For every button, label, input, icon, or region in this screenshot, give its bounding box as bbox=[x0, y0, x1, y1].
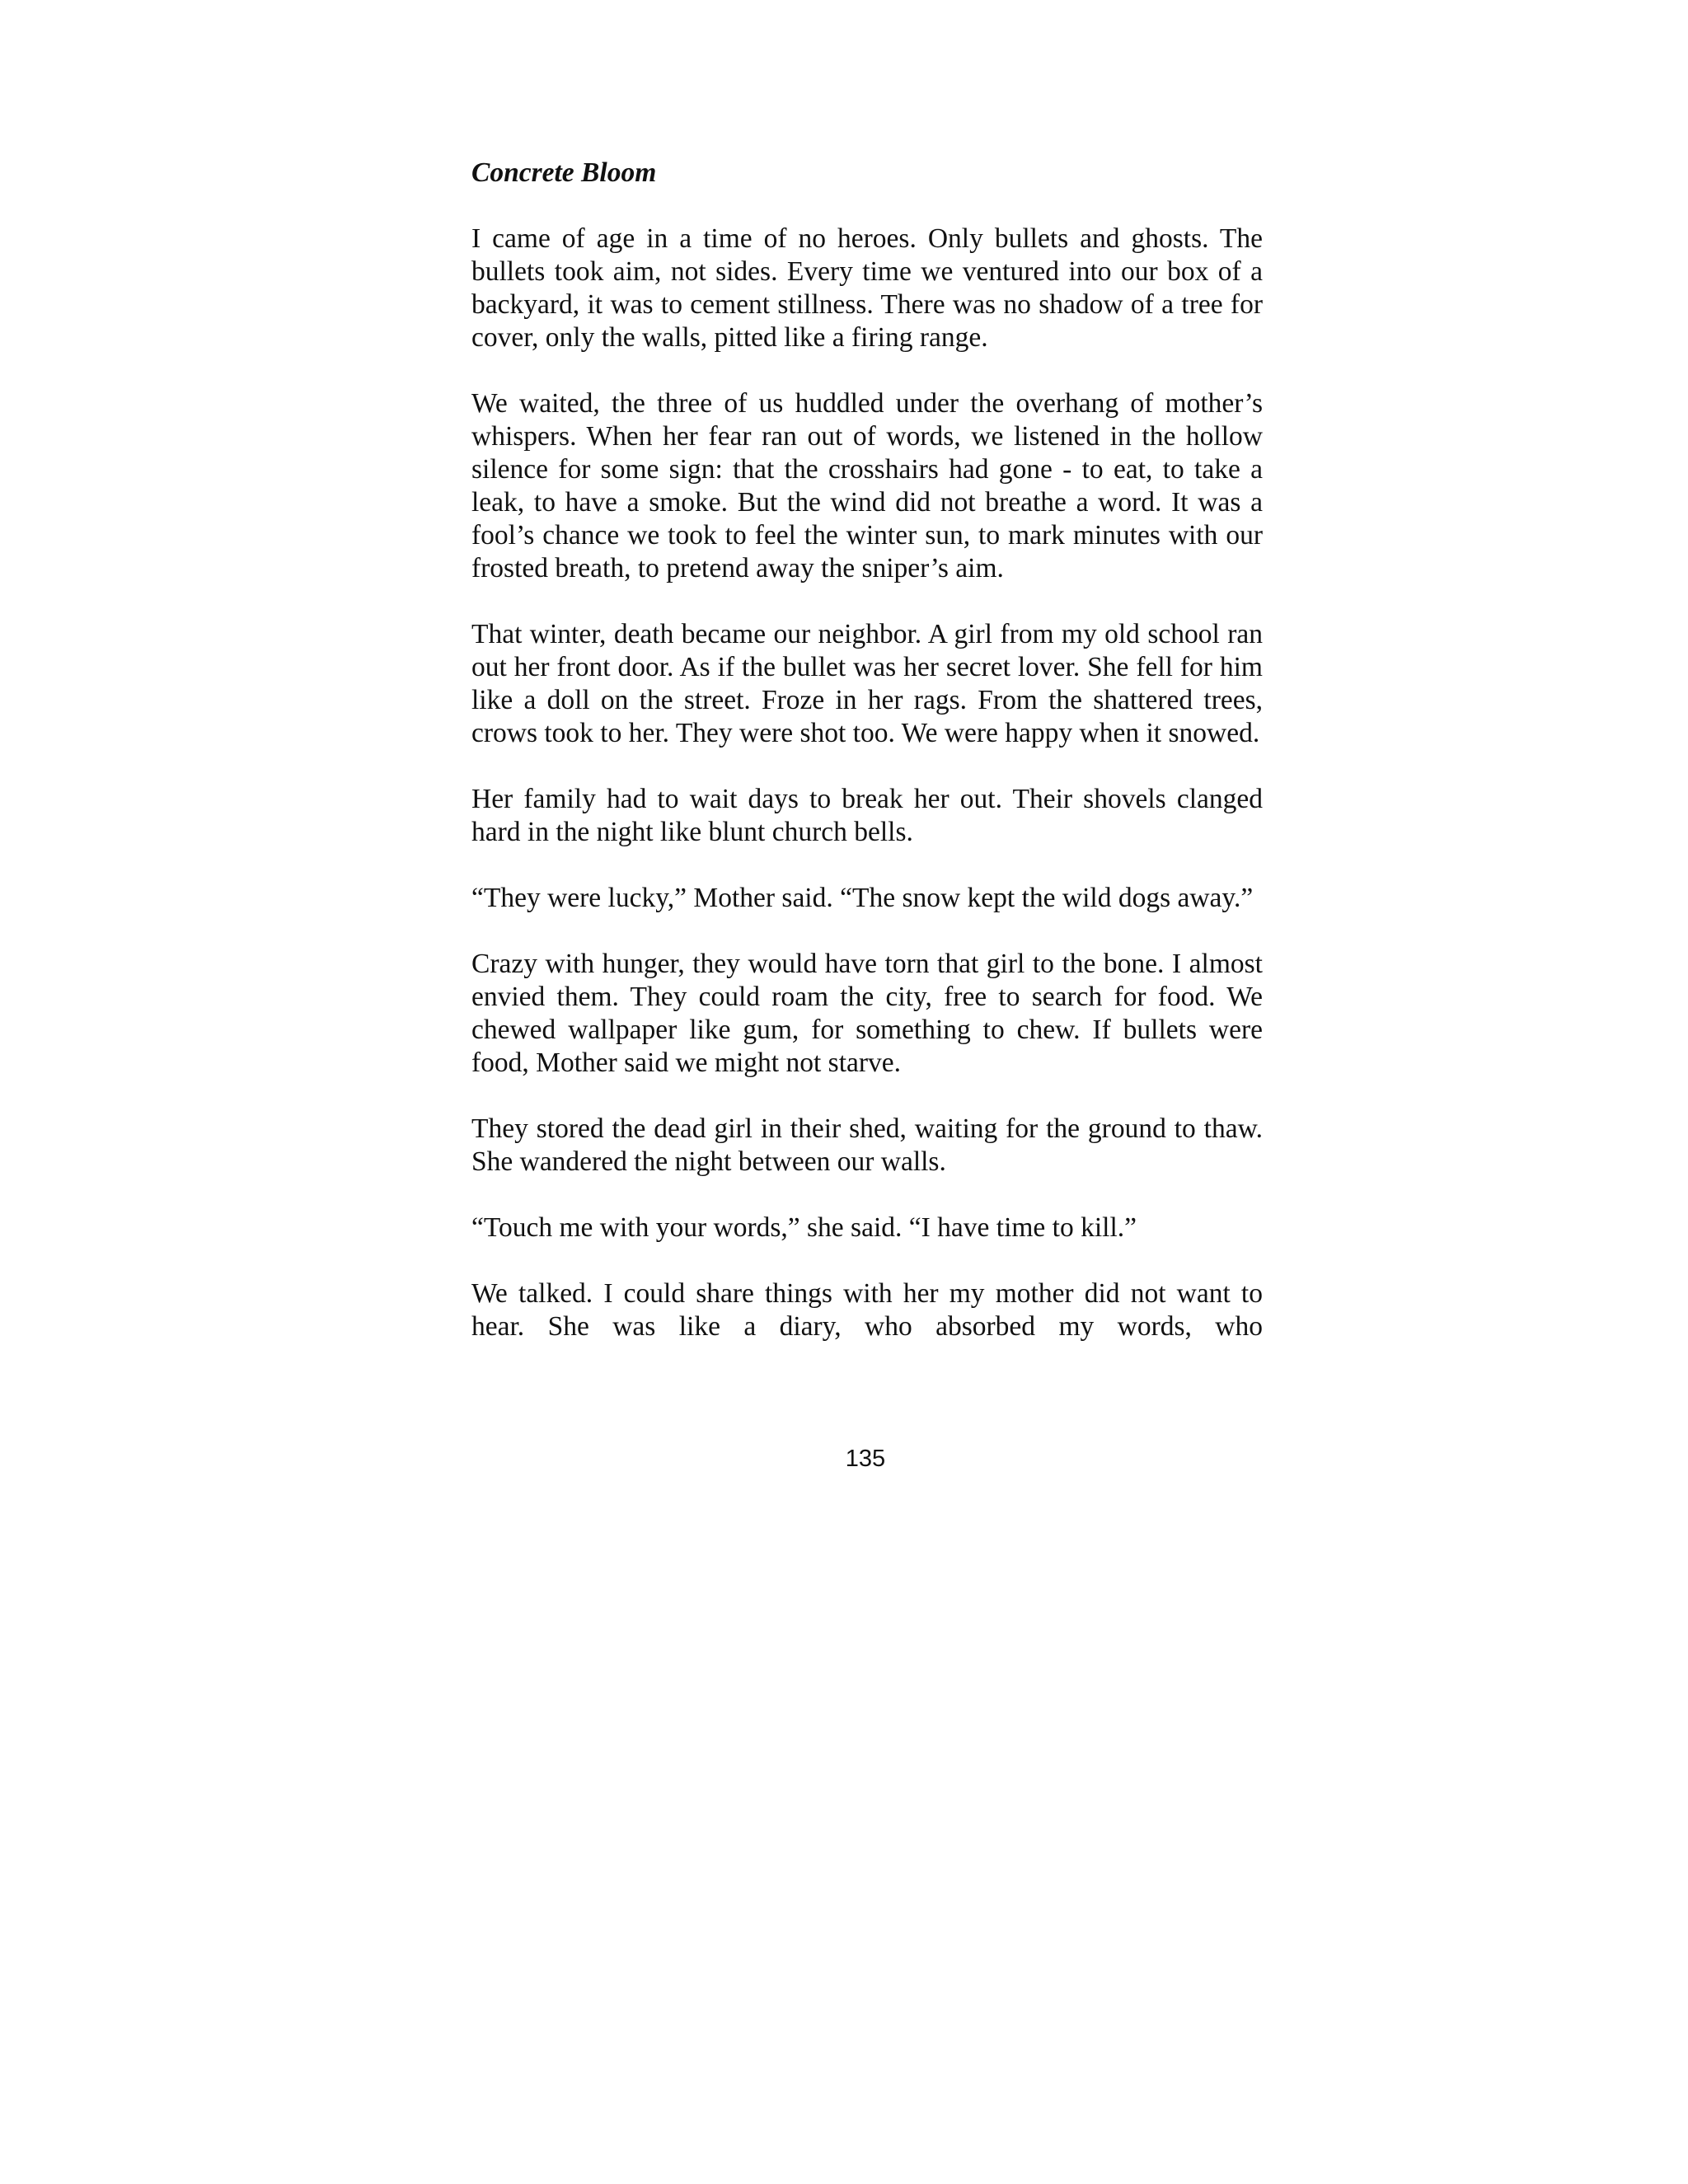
paragraph-9: We talked. I could share things with her my mother did not want to hear. She was like a diary, who absorbed my words, who bbox=[471, 1278, 1263, 1342]
text-block bbox=[471, 157, 1263, 1343]
story-title: Concrete Bloom bbox=[471, 157, 657, 188]
paragraph-8: “Touch me with your words,” she said. “I have time to kill.” bbox=[471, 1212, 1137, 1243]
paragraph-6: Crazy with hunger, they would have torn that girl to the bone. I almost envied them. They could roam the city, free to search for food. We chewed wallpaper like gum, for something to chew. If bullets were food, Mother said we might not starve. bbox=[471, 949, 1263, 1078]
paragraph-4: Her family had to wait days to break her out. Their shovels clanged hard in the night like blunt church bells. bbox=[471, 784, 1263, 847]
paragraph-3: That winter, death became our neighbor. A girl from my old school ran out her front door. As if the bullet was her secret lover. She fell for him like a doll on the street. Froze in her rags. From the shattered trees, crows took to her. They were shot too. We were happy when it snowed. bbox=[471, 619, 1263, 748]
paragraph-1: I came of age in a time of no heroes. Only bullets and ghosts. The bullets took aim, not sides. Every time we ventured into our box of a backyard, it was to cement stillness. There was no shadow of a tree for cover, only the walls, pitted like a firing range. bbox=[471, 223, 1263, 353]
paragraph-2: We waited, the three of us huddled under the overhang of mother’s whispers. When her fear ran out of words, we listened in the hollow silence for some sign: that the crosshairs had gone - to eat, to take a leak, to have a smoke. But the wind did not breathe a word. It was a fool’s chance we took to feel the winter sun, to mark minutes with our frosted breath, to pretend away the sniper’s aim. bbox=[471, 388, 1263, 583]
paragraph-5: “They were lucky,” Mother said. “The snow kept the wild dogs away.” bbox=[471, 883, 1254, 913]
page-number: 135 bbox=[845, 1446, 886, 1472]
paragraph-7: They stored the dead girl in their shed, waiting for the ground to thaw. She wandered the night between our walls. bbox=[471, 1113, 1263, 1177]
